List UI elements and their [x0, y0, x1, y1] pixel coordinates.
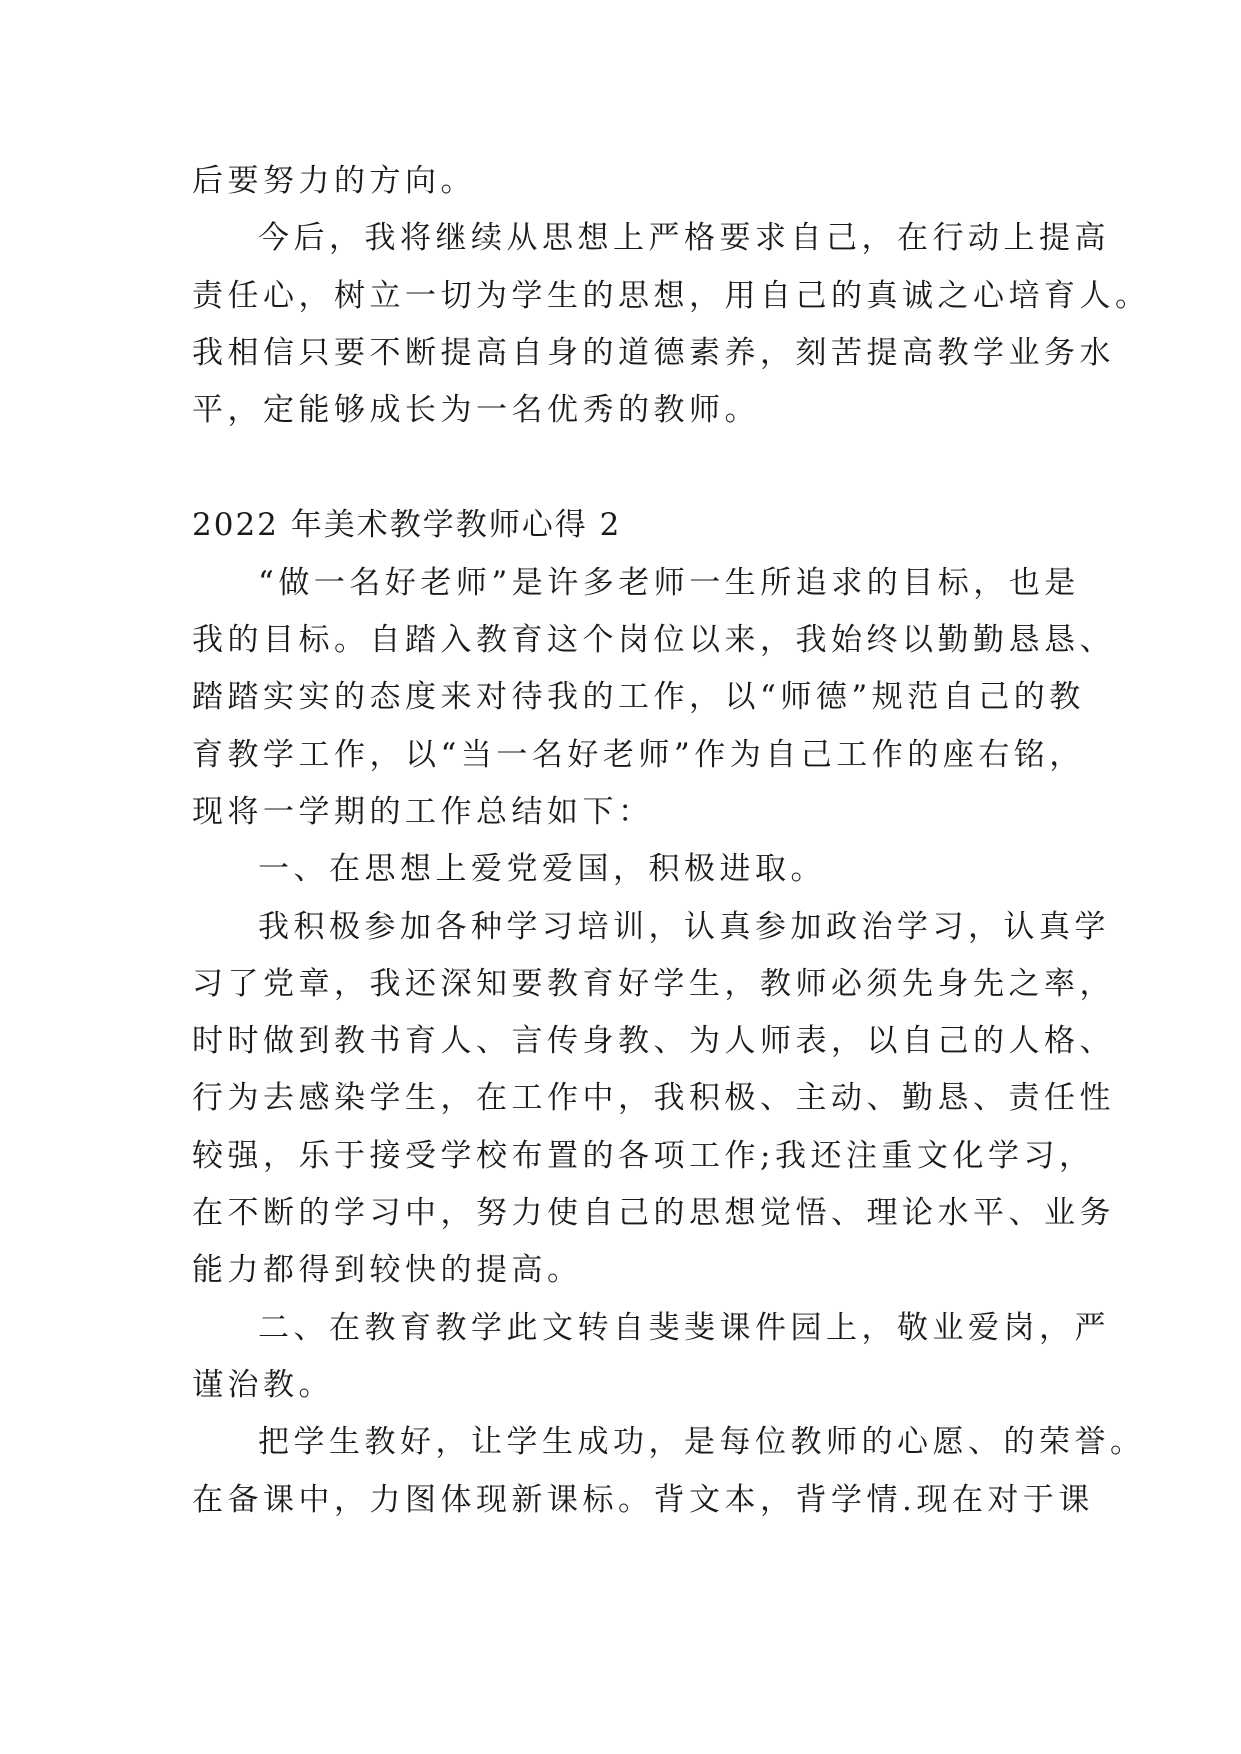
subheading: 一、在思想上爱党爱国，积极进取。 — [258, 851, 826, 888]
text-line: 习了党章，我还深知要教育好学生，教师必须先身先之率， — [192, 965, 1115, 1002]
subheading: 二、在教育教学此文转自斐斐课件园上，敬业爱岗，严 — [258, 1309, 1110, 1346]
text-line: 责任心，树立一切为学生的思想，用自己的真诚之心培育人。 — [192, 277, 1151, 314]
text-line: 时时做到教书育人、言传身教、为人师表，以自己的人格、 — [192, 1023, 1115, 1060]
section-title: 2022 年美术教学教师心得 2 — [192, 507, 622, 544]
text-line: 今后，我将继续从思想上严格要求自己，在行动上提高 — [258, 220, 1110, 257]
text-line: 我相信只要不断提高自身的道德素养，刻苦提高教学业务水 — [192, 334, 1115, 371]
text-line: 把学生教好，让学生成功，是每位教师的心愿、的荣誉。 — [258, 1424, 1146, 1461]
section-gap — [192, 439, 1052, 497]
text-line: “做一名好老师”是许多老师一生所追求的目标，也是 — [258, 564, 1080, 601]
text-line: 在不断的学习中，努力使自己的思想觉悟、理论水平、业务 — [192, 1195, 1115, 1232]
text-line: 现将一学期的工作总结如下： — [192, 793, 654, 830]
text-line: 行为去感染学生，在工作中，我积极、主动、勤恳、责任性 — [192, 1080, 1115, 1117]
text-line: 后要努力的方向。 — [192, 163, 476, 199]
text-line: 较强，乐于接受学校布置的各项工作;我还注重文化学习， — [192, 1137, 1095, 1174]
text-line: 在备课中，力图体现新课标。背文本，背学情.现在对于课 — [192, 1481, 1094, 1518]
text-line: 我积极参加各种学习培训，认真参加政治学习，认真学 — [258, 908, 1110, 945]
text-line: 踏踏实实的态度来对待我的工作，以“师德”规范自己的教 — [192, 679, 1085, 716]
text-line: 能力都得到较快的提高。 — [192, 1252, 583, 1289]
text-line: 我的目标。自踏入教育这个岗位以来，我始终以勤勤恳恳、 — [192, 622, 1115, 659]
document-body — [192, 153, 1151, 1529]
text-line: 育教学工作，以“当一名好老师”作为自己工作的座右铭， — [192, 736, 1085, 773]
text-line: 平，定能够成长为一名优秀的教师。 — [192, 392, 760, 429]
subheading-continued: 谨治教。 — [192, 1366, 334, 1403]
